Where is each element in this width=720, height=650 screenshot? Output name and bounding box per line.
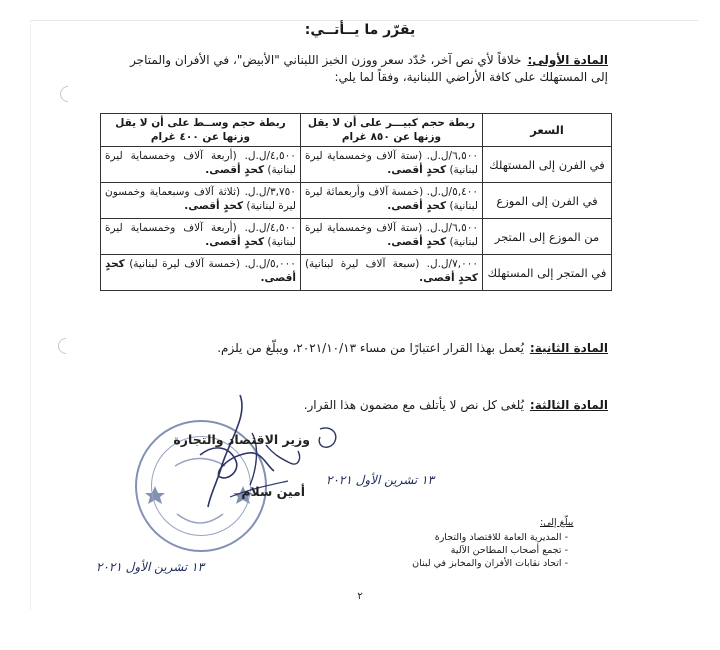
- header-medium-bundle: ربطة حجم وســط على أن لا يقل وزنها عن ٤٠٠ غرام: [101, 114, 301, 147]
- cell-medium: [101, 255, 301, 291]
- article-two: [108, 340, 608, 357]
- list-item: - المديرية العامة للاقتصاد والتجارة: [412, 531, 568, 544]
- cell-medium: [101, 219, 301, 255]
- article-two-text: يُعمل بهذا القرار اعتبارًا من مساء ٢٠٢١/١٠/١٣، ويبلّغ من يلزم.: [217, 341, 524, 355]
- top-rule: [30, 20, 698, 21]
- header-large-bundle: ربطة حجم كبيـــر على أن لا يقل وزنها عن ٨٥٠ غرام: [300, 114, 482, 147]
- row-label: من الموزع إلى المتجر: [483, 219, 612, 255]
- row-label: في الفرن إلى المستهلك: [483, 147, 612, 183]
- article-two-label: المادة الثانية:: [529, 341, 608, 355]
- limit-text: كحدٍ أقصى.: [387, 164, 447, 176]
- table-row: [101, 183, 612, 219]
- article-one-label: المادة الأولى:: [527, 53, 608, 67]
- distribution-title: يبلّغ إلى:: [540, 517, 574, 528]
- cell-medium-text: ٣,٧٥٠/ل.ل. (ثلاثة آلاف وسبعماية وخمسون ليرة لبنانية): [105, 186, 296, 212]
- punch-hole-mark: [57, 83, 80, 106]
- cell-large: [300, 255, 482, 291]
- limit-text: كحدٍ أقصى.: [419, 272, 478, 284]
- cell-large-text: ٦,٥٠٠/ل.ل. (ستة آلاف وخمسماية ليرة لبنانية): [304, 150, 478, 176]
- table-row: [101, 255, 612, 291]
- limit-text: كحدٍ أقصى.: [205, 236, 265, 248]
- article-one: [118, 52, 608, 86]
- row-label: في المتجر إلى المستهلك: [483, 255, 612, 291]
- cell-large: [300, 147, 482, 183]
- limit-text: كحدٍ أقصى.: [105, 258, 296, 284]
- registry-date: ١٣ تشرين الأول ٢٠٢١: [96, 560, 204, 574]
- cell-large-text: ٧,٠٠٠/ل.ل. (سبعة آلاف ليرة لبنانية): [304, 258, 478, 270]
- cell-medium: [101, 147, 301, 183]
- distribution-list: [412, 531, 568, 570]
- list-item: - تجمع أصحاب المطاحن الآلية: [412, 544, 568, 557]
- list-item: - اتحاد نقابات الأفران والمخابز في لبنان: [412, 557, 568, 570]
- cell-large: [300, 183, 482, 219]
- limit-text: كحدٍ أقصى.: [205, 164, 265, 176]
- cell-medium-text: ٥,٠٠٠/ل.ل. (خمسة آلاف ليرة لبنانية): [129, 258, 296, 270]
- table-row: [101, 147, 612, 183]
- cell-medium: [101, 183, 301, 219]
- cell-large: [300, 219, 482, 255]
- limit-text: كحدٍ أقصى.: [387, 200, 447, 212]
- article-three-label: المادة الثالثة:: [529, 398, 608, 412]
- row-label: في الفرن إلى الموزع: [483, 183, 612, 219]
- limit-text: كحدٍ أقصى.: [387, 236, 447, 248]
- article-three-text: يُلغى كل نص لا يأتلف مع مضمون هذا القرار.: [303, 398, 524, 412]
- article-one-text: خلافاً لأي نص آخر، حُدّد سعر ووزن الخبز اللبناني "الأبيض"، في الأفران والمتاجر إلى المستهلك على كافة الأراضي اللبنانية، وفقاً لما يلي:: [130, 53, 608, 84]
- cell-medium-text: ٤,٥٠٠/ل.ل. (أربعة آلاف وخمسماية ليرة لبنانية): [105, 150, 296, 176]
- header-price: السعر: [483, 114, 612, 147]
- limit-text: كحدٍ أقصى.: [184, 200, 244, 212]
- minister-name: أمين سلام: [241, 484, 305, 499]
- cell-large-text: ٥,٤٠٠/ل.ل. (خمسة آلاف وأربعمائة ليرة لبنانية): [304, 186, 478, 212]
- margin-line: [30, 20, 31, 610]
- page-number: ٢: [357, 591, 363, 602]
- punch-hole-mark: [55, 335, 78, 358]
- decision-heading: يقرّر ما يــأتــي:: [304, 22, 416, 38]
- cell-large-text: ٦,٥٠٠/ل.ل. (ستة آلاف وخمسماية ليرة لبنانية): [304, 222, 478, 248]
- table-header-row: [101, 114, 612, 147]
- price-table: [100, 113, 612, 291]
- cell-medium-text: ٤,٥٠٠/ل.ل. (أربعة آلاف وخمسماية ليرة لبنانية): [105, 222, 296, 248]
- minister-title: وزير الاقتصاد والتجارة: [173, 432, 310, 447]
- handwritten-date: ١٣ تشرين الأول ٢٠٢١: [326, 473, 434, 487]
- table-row: [101, 219, 612, 255]
